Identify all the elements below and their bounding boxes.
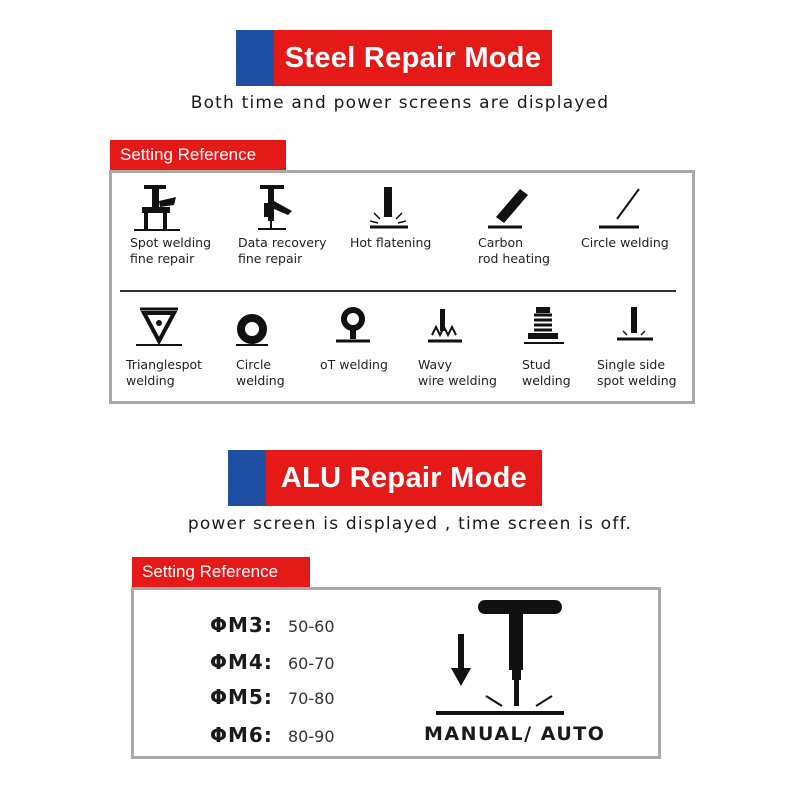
steel-item-label: Spot welding fine repair (130, 235, 212, 266)
alu-mode-subtitle: power screen is displayed , time screen is off. (187, 514, 633, 534)
alu-mode-banner (228, 450, 542, 506)
single-side-icon (597, 305, 657, 357)
steel-item-spot-welding (130, 183, 211, 267)
spot-welding-icon (130, 183, 190, 235)
hot-flatening-icon (350, 183, 410, 235)
spec-key: ΦM6: (210, 723, 273, 747)
spec-value: 70-80 (288, 689, 335, 708)
manual-auto-label: MANUAL/ AUTO (424, 723, 606, 745)
circle-ring-icon (236, 305, 296, 357)
steel-item-label: Single side spot welding (597, 357, 677, 388)
steel-item-hot-flatening (350, 183, 431, 251)
alu-spec-row (210, 723, 335, 747)
alu-setting-reference-tag: Setting Reference (132, 557, 310, 587)
spec-value: 80-90 (288, 727, 335, 746)
alu-mode-title: ALU Repair Mode (266, 450, 542, 506)
alu-spec-row (210, 613, 335, 637)
banner-blue-block (228, 450, 266, 506)
spec-key: ΦM3: (210, 613, 273, 637)
steel-item-wavy-wire (418, 305, 497, 389)
steel-item-label: Trianglespot welding (126, 357, 203, 388)
wavy-wire-icon (418, 305, 478, 357)
steel-item-label: Circle welding (236, 357, 285, 388)
steel-item-label: Data recovery fine repair (238, 235, 327, 266)
steel-row-divider (120, 290, 676, 292)
steel-setting-reference-tag: Setting Reference (110, 140, 286, 170)
steel-mode-title: Steel Repair Mode (274, 30, 552, 86)
alu-spec-row (210, 685, 335, 709)
steel-mode-subtitle: Both time and power screens are displayed (190, 93, 610, 113)
triangle-spot-icon (126, 305, 186, 357)
steel-item-circle-ring (236, 305, 296, 389)
steel-item-label: Carbon rod heating (478, 235, 550, 266)
steel-item-label: Stud welding (522, 357, 571, 388)
steel-item-carbon-rod (478, 183, 550, 267)
spec-value: 60-70 (288, 654, 335, 673)
alu-spec-row (210, 650, 335, 674)
spec-key: ΦM5: (210, 685, 273, 709)
ot-welding-icon (320, 305, 380, 357)
steel-item-triangle-spot (126, 305, 202, 389)
steel-item-label: Wavy wire welding (418, 357, 497, 388)
steel-item-single-side (597, 305, 677, 389)
circle-welding-pen-icon (581, 183, 641, 235)
steel-item-data-recovery (238, 183, 327, 267)
banner-blue-block (236, 30, 274, 86)
carbon-rod-icon (478, 183, 538, 235)
spec-value: 50-60 (288, 617, 335, 636)
data-recovery-icon (238, 183, 298, 235)
steel-item-circle-welding (581, 183, 669, 251)
stud-welding-icon (522, 305, 582, 357)
steel-mode-banner (236, 30, 552, 86)
steel-item-ot-welding (320, 305, 388, 373)
steel-item-label: oT welding (320, 357, 388, 372)
spec-key: ΦM4: (210, 650, 273, 674)
t-handle-puller-icon (430, 598, 570, 718)
steel-item-stud-welding (522, 305, 582, 389)
steel-item-label: Circle welding (581, 235, 669, 250)
steel-item-label: Hot flatening (350, 235, 432, 250)
